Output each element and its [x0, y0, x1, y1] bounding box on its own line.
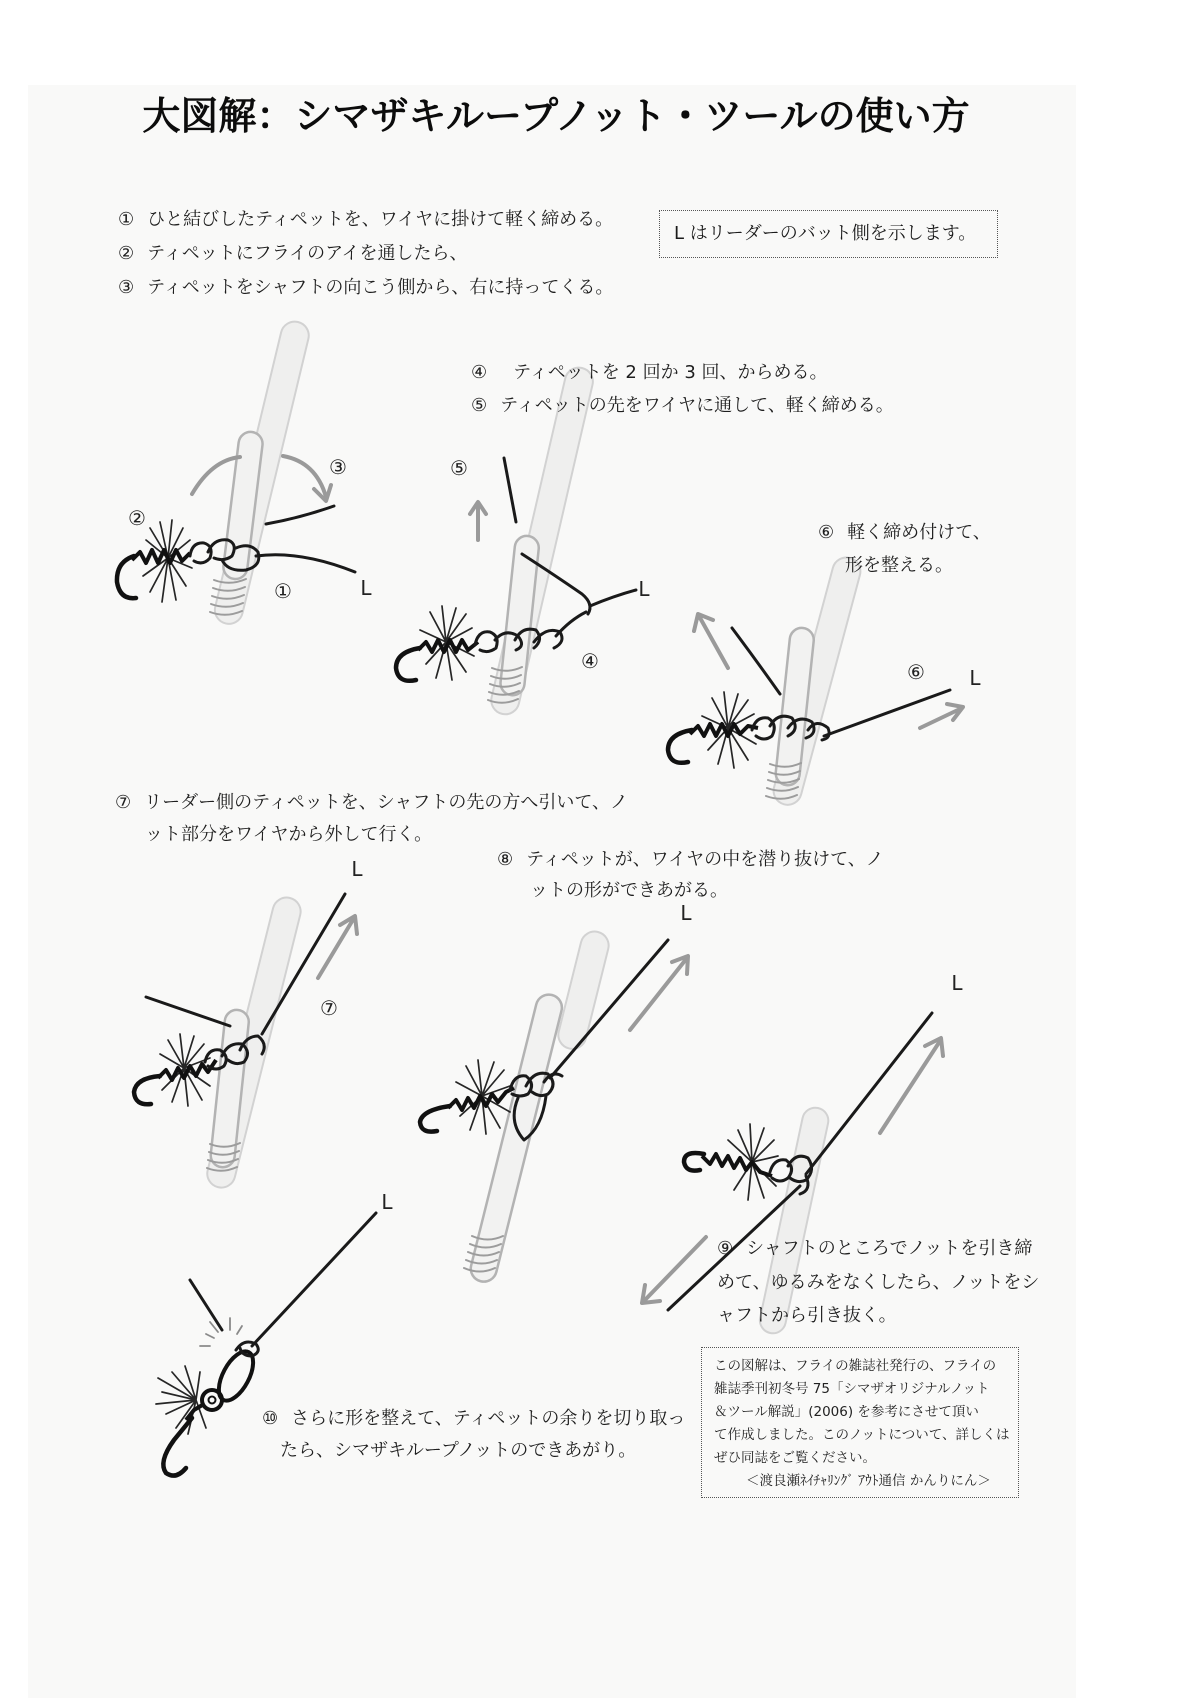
tippet-leader-side [590, 590, 636, 606]
fly-body [690, 724, 758, 736]
step-5-line [471, 394, 894, 418]
pull-tag-arrow [694, 614, 728, 668]
leader-marker: L [381, 1190, 393, 1214]
step-5-marker: ⑤ [450, 456, 468, 480]
step-7-marker: ⑦ [320, 996, 338, 1020]
figure-1 [117, 319, 372, 627]
step-10-line-1 [262, 1407, 685, 1431]
step-9-line-3: ャフトから引き抜く。 [717, 1305, 897, 1326]
tippet-tag-end [732, 628, 780, 694]
tool-shaft [468, 992, 565, 1285]
step-text: シャフトのところでノットを引き締 [746, 1238, 1033, 1259]
step-number: ② [118, 243, 135, 264]
step-text: ティペットをシャフトの向こう側から、右に持ってくる。 [147, 277, 614, 298]
leader-marker: L [680, 901, 692, 925]
cut-sparkle [200, 1318, 242, 1346]
step-number: ⑤ [471, 395, 488, 416]
fly-body [702, 1154, 772, 1176]
step-number: ⑨ [717, 1238, 734, 1259]
step-number: ⑦ [115, 792, 132, 813]
leader-marker: L [951, 971, 963, 995]
step-8-line-2: ットの形ができあがる。 [530, 880, 728, 901]
pull-up-arrow [470, 502, 486, 540]
fly-hook [420, 1106, 450, 1132]
tippet-tag-end [504, 458, 516, 522]
step-number: ① [118, 209, 135, 230]
step-4-line [471, 361, 828, 385]
pull-tag-arrow [642, 1237, 706, 1303]
wire-loop [555, 929, 611, 1052]
credit-line: て作成しました。このノットについて、詳しくは [714, 1427, 1010, 1443]
step-text: ティペットの先をワイヤに通して、軽く締める。 [500, 395, 894, 416]
leader-marker: L [351, 857, 363, 881]
tippet-leader-side [824, 690, 950, 736]
credit-box [701, 1347, 1019, 1498]
credit-line: ＆ツール解説」(2006) を参考にさせて頂い [714, 1404, 979, 1420]
leader-marker: L [360, 576, 372, 600]
credit-signature: ＜渡良瀬ﾈｲﾁｬﾘﾝｸﾞ ｱｳﾄ通信 かんりにん＞ [746, 1473, 991, 1489]
tool-shaft [757, 1105, 830, 1335]
leader-marker: L [969, 666, 981, 690]
fly-hook [134, 1076, 160, 1104]
step-text: ひと結びしたティペットを、ワイヤに掛けて軽く締める。 [147, 209, 614, 230]
step-text: ティペットが、ワイヤの中を潜り抜けて、ノ [526, 849, 884, 870]
fly-body [158, 1060, 216, 1080]
legend-note-box [659, 210, 998, 258]
figure-7 [156, 1190, 393, 1476]
step-3-line [118, 276, 613, 300]
trimmed-tag-end [190, 1280, 222, 1330]
figure-3 [668, 554, 981, 808]
step-1-line [118, 208, 613, 232]
wire-loop [212, 319, 312, 627]
step-8-line-1 [497, 848, 884, 872]
step-3-marker: ③ [329, 455, 347, 479]
fly-hackle [156, 1366, 206, 1434]
credit-line: この図解は、フライの雑誌社発行の、フライの [714, 1358, 997, 1374]
step-text: さらに形を整えて、ティペットの余りを切り取っ [291, 1408, 686, 1429]
credit-line: 雑誌季刊初冬号 75「シマザオリジナルノット [714, 1381, 990, 1397]
figure-5 [420, 901, 692, 1284]
pull-leader-arrow [630, 956, 688, 1030]
step-10-line-2: たら、シマザキループノットのできあがり。 [280, 1440, 637, 1461]
step-text: 軽く締め付けて、 [847, 522, 991, 543]
pull-leader-arrow [880, 1038, 943, 1133]
step-text: リーダー側のティペットを、シャフトの先の方へ引いて、ノ [144, 792, 628, 813]
step-9-line-1 [717, 1237, 1032, 1261]
step-6-line-2: 形を整える。 [845, 555, 953, 576]
legend-note-text: L はリーダーのバット側を示します。 [674, 223, 977, 244]
tippet-leader-side [252, 1213, 376, 1346]
credit-line: ぜひ同誌をご覧ください。 [714, 1450, 876, 1466]
fly-hook [117, 556, 136, 598]
step-1-marker: ① [274, 579, 292, 603]
step-number: ⑩ [262, 1408, 279, 1429]
step-number: ⑥ [818, 522, 835, 543]
step-7-line-1 [115, 791, 628, 815]
step-text: ティペットにフライのアイを通したら、 [147, 243, 468, 264]
fly-hook [396, 648, 420, 681]
fly-eye-inner [209, 1397, 216, 1404]
leader-marker: L [638, 577, 650, 601]
step-6-marker: ⑥ [907, 660, 925, 684]
step-number: ④ [471, 362, 488, 383]
step-2-marker: ② [128, 506, 146, 530]
figure-4 [134, 857, 363, 1191]
fly-hook [668, 730, 692, 763]
pull-leader-arrow [920, 704, 963, 728]
pull-leader-arrow [318, 916, 357, 978]
step-9-line-2: めて、ゆるみをなくしたら、ノットをシ [717, 1272, 1040, 1293]
step-text: ティペットを 2 回か 3 回、からめる。 [513, 362, 828, 383]
tippet-leader-side [806, 1013, 932, 1174]
page-title: 大図解：シマザキループノット・ツールの使い方 [142, 94, 970, 138]
tippet-tag-end [266, 506, 334, 524]
step-7-line-2: ット部分をワイヤから外して行く。 [145, 824, 433, 845]
step-4-marker: ④ [581, 649, 599, 673]
step-2-line [118, 242, 468, 266]
fly-body [132, 550, 190, 563]
tippet-tag-end [146, 997, 230, 1026]
step-number: ③ [118, 277, 135, 298]
step-6-line-1 [818, 521, 991, 545]
tippet-leader-side [256, 555, 355, 572]
fly-hook [684, 1153, 704, 1171]
step-number: ⑧ [497, 849, 514, 870]
